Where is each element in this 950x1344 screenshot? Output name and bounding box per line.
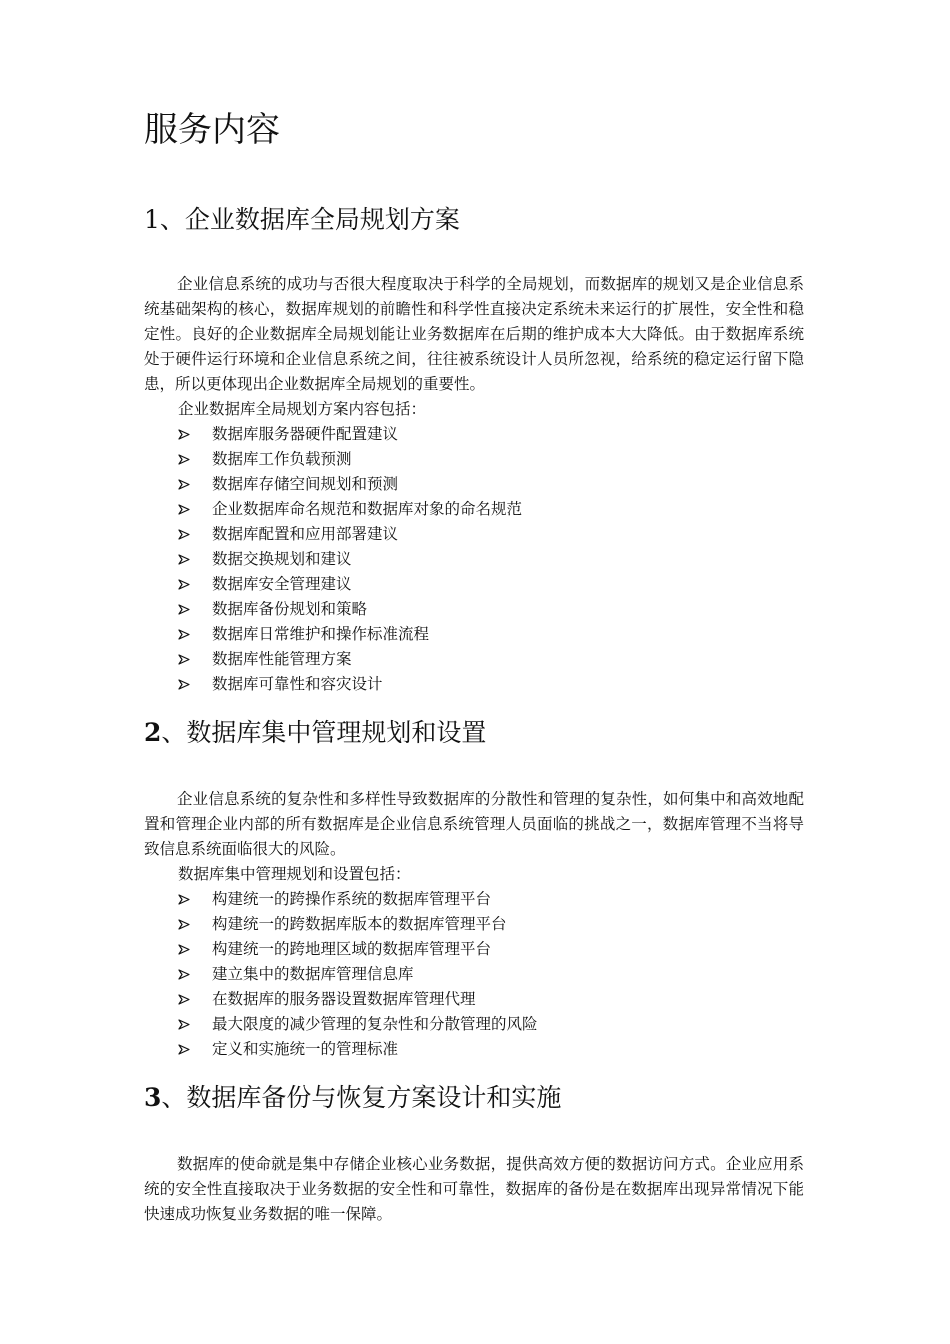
arrow-bullet-icon <box>178 422 194 447</box>
section-3-number: 3 <box>144 1083 162 1112</box>
section-2-number: 2 <box>144 718 162 747</box>
section-2-heading-text: 、数据库集中管理规划和设置 <box>161 718 487 747</box>
list-item <box>178 622 522 647</box>
list-item-text: 数据库服务器硬件配置建议 <box>212 425 399 443</box>
list-item-text: 数据库备份规划和策略 <box>212 600 368 618</box>
list-item-text: 数据库可靠性和容灾设计 <box>212 675 383 693</box>
list-item <box>178 887 538 912</box>
list-item <box>178 572 522 597</box>
section-3-body <box>144 1152 804 1227</box>
list-item-text: 数据库配置和应用部署建议 <box>212 525 399 543</box>
list-item <box>178 962 538 987</box>
list-item <box>178 672 522 697</box>
list-item-text: 建立集中的数据库管理信息库 <box>212 965 414 983</box>
list-item-text: 构建统一的跨地理区域的数据库管理平台 <box>212 940 492 958</box>
section-1-number: 1 <box>144 205 160 234</box>
arrow-bullet-icon <box>178 1012 194 1037</box>
list-item <box>178 597 522 622</box>
section-2-paragraph: 企业信息系统的复杂性和多样性导致数据库的分散性和管理的复杂性，如何集中和高效地配置和管理企业内部的所有数据库是企业信息系统管理人员面临的挑战之一，数据库管理不当将导致信息系统面临很大的风险。 <box>144 790 804 858</box>
section-1-body <box>144 272 804 397</box>
list-item <box>178 472 522 497</box>
section-3-paragraph: 数据库的使命就是集中存储企业核心业务数据，提供高效方便的数据访问方式。企业应用系统的安全性直接取决于业务数据的安全性和可靠性，数据库的备份是在数据库出现异常情况下能快速成功恢复业务数据的唯一保障。 <box>144 1155 804 1223</box>
list-item-text: 在数据库的服务器设置数据库管理代理 <box>212 990 476 1008</box>
section-3-heading-text: 、数据库备份与恢复方案设计和实施 <box>161 1083 562 1112</box>
section-2-body <box>144 787 804 862</box>
arrow-bullet-icon <box>178 937 194 962</box>
list-item-text: 企业数据库命名规范和数据库对象的命名规范 <box>212 500 523 518</box>
list-item <box>178 1012 538 1037</box>
arrow-bullet-icon <box>178 597 194 622</box>
arrow-bullet-icon <box>178 447 194 472</box>
arrow-bullet-icon <box>178 522 194 547</box>
arrow-bullet-icon <box>178 912 194 937</box>
section-1-heading <box>144 203 460 237</box>
section-2-list-lead: 数据库集中管理规划和设置包括： <box>178 865 411 883</box>
list-item-text: 数据库工作负载预测 <box>212 450 352 468</box>
section-1-list <box>178 422 522 697</box>
list-item <box>178 422 522 447</box>
arrow-bullet-icon <box>178 962 194 987</box>
section-3-heading <box>144 1081 561 1115</box>
section-1-heading-text: 、企业数据库全局规划方案 <box>159 205 460 234</box>
list-item-text: 构建统一的跨数据库版本的数据库管理平台 <box>212 915 507 933</box>
arrow-bullet-icon <box>178 672 194 697</box>
section-1-paragraph: 企业信息系统的成功与否很大程度取决于科学的全局规划，而数据库的规划又是企业信息系统基础架构的核心，数据库规划的前瞻性和科学性直接决定系统未来运行的扩展性，安全性和稳定性。良好的企业数据库全局规划能让业务数据库在后期的维护成本大大降低。由于数据库系统处于硬件运行环境和企业信息系统之间，往往被系统设计人员所忽视，给系统的稳定运行留下隐患，所以更体现出企业数据库全局规划的重要性。 <box>144 275 804 393</box>
page-title: 服务内容 <box>144 110 280 150</box>
arrow-bullet-icon <box>178 547 194 572</box>
list-item-text: 数据库日常维护和操作标准流程 <box>212 625 430 643</box>
list-item <box>178 547 522 572</box>
list-item <box>178 497 522 522</box>
list-item <box>178 1037 538 1062</box>
arrow-bullet-icon <box>178 1037 194 1062</box>
list-item <box>178 522 522 547</box>
list-item-text: 数据库安全管理建议 <box>212 575 352 593</box>
arrow-bullet-icon <box>178 987 194 1012</box>
list-item <box>178 447 522 472</box>
section-1-list-lead: 企业数据库全局规划方案内容包括： <box>178 400 427 418</box>
section-2-list <box>178 887 538 1062</box>
list-item <box>178 912 538 937</box>
arrow-bullet-icon <box>178 497 194 522</box>
list-item-text: 数据库性能管理方案 <box>212 650 352 668</box>
arrow-bullet-icon <box>178 572 194 597</box>
list-item-text: 数据交换规划和建议 <box>212 550 352 568</box>
list-item-text: 定义和实施统一的管理标准 <box>212 1040 399 1058</box>
section-2-heading <box>144 716 486 750</box>
list-item <box>178 937 538 962</box>
list-item <box>178 987 538 1012</box>
arrow-bullet-icon <box>178 647 194 672</box>
list-item <box>178 647 522 672</box>
arrow-bullet-icon <box>178 472 194 497</box>
list-item-text: 最大限度的减少管理的复杂性和分散管理的风险 <box>212 1015 538 1033</box>
arrow-bullet-icon <box>178 622 194 647</box>
list-item-text: 数据库存储空间规划和预测 <box>212 475 399 493</box>
arrow-bullet-icon <box>178 887 194 912</box>
list-item-text: 构建统一的跨操作系统的数据库管理平台 <box>212 890 492 908</box>
